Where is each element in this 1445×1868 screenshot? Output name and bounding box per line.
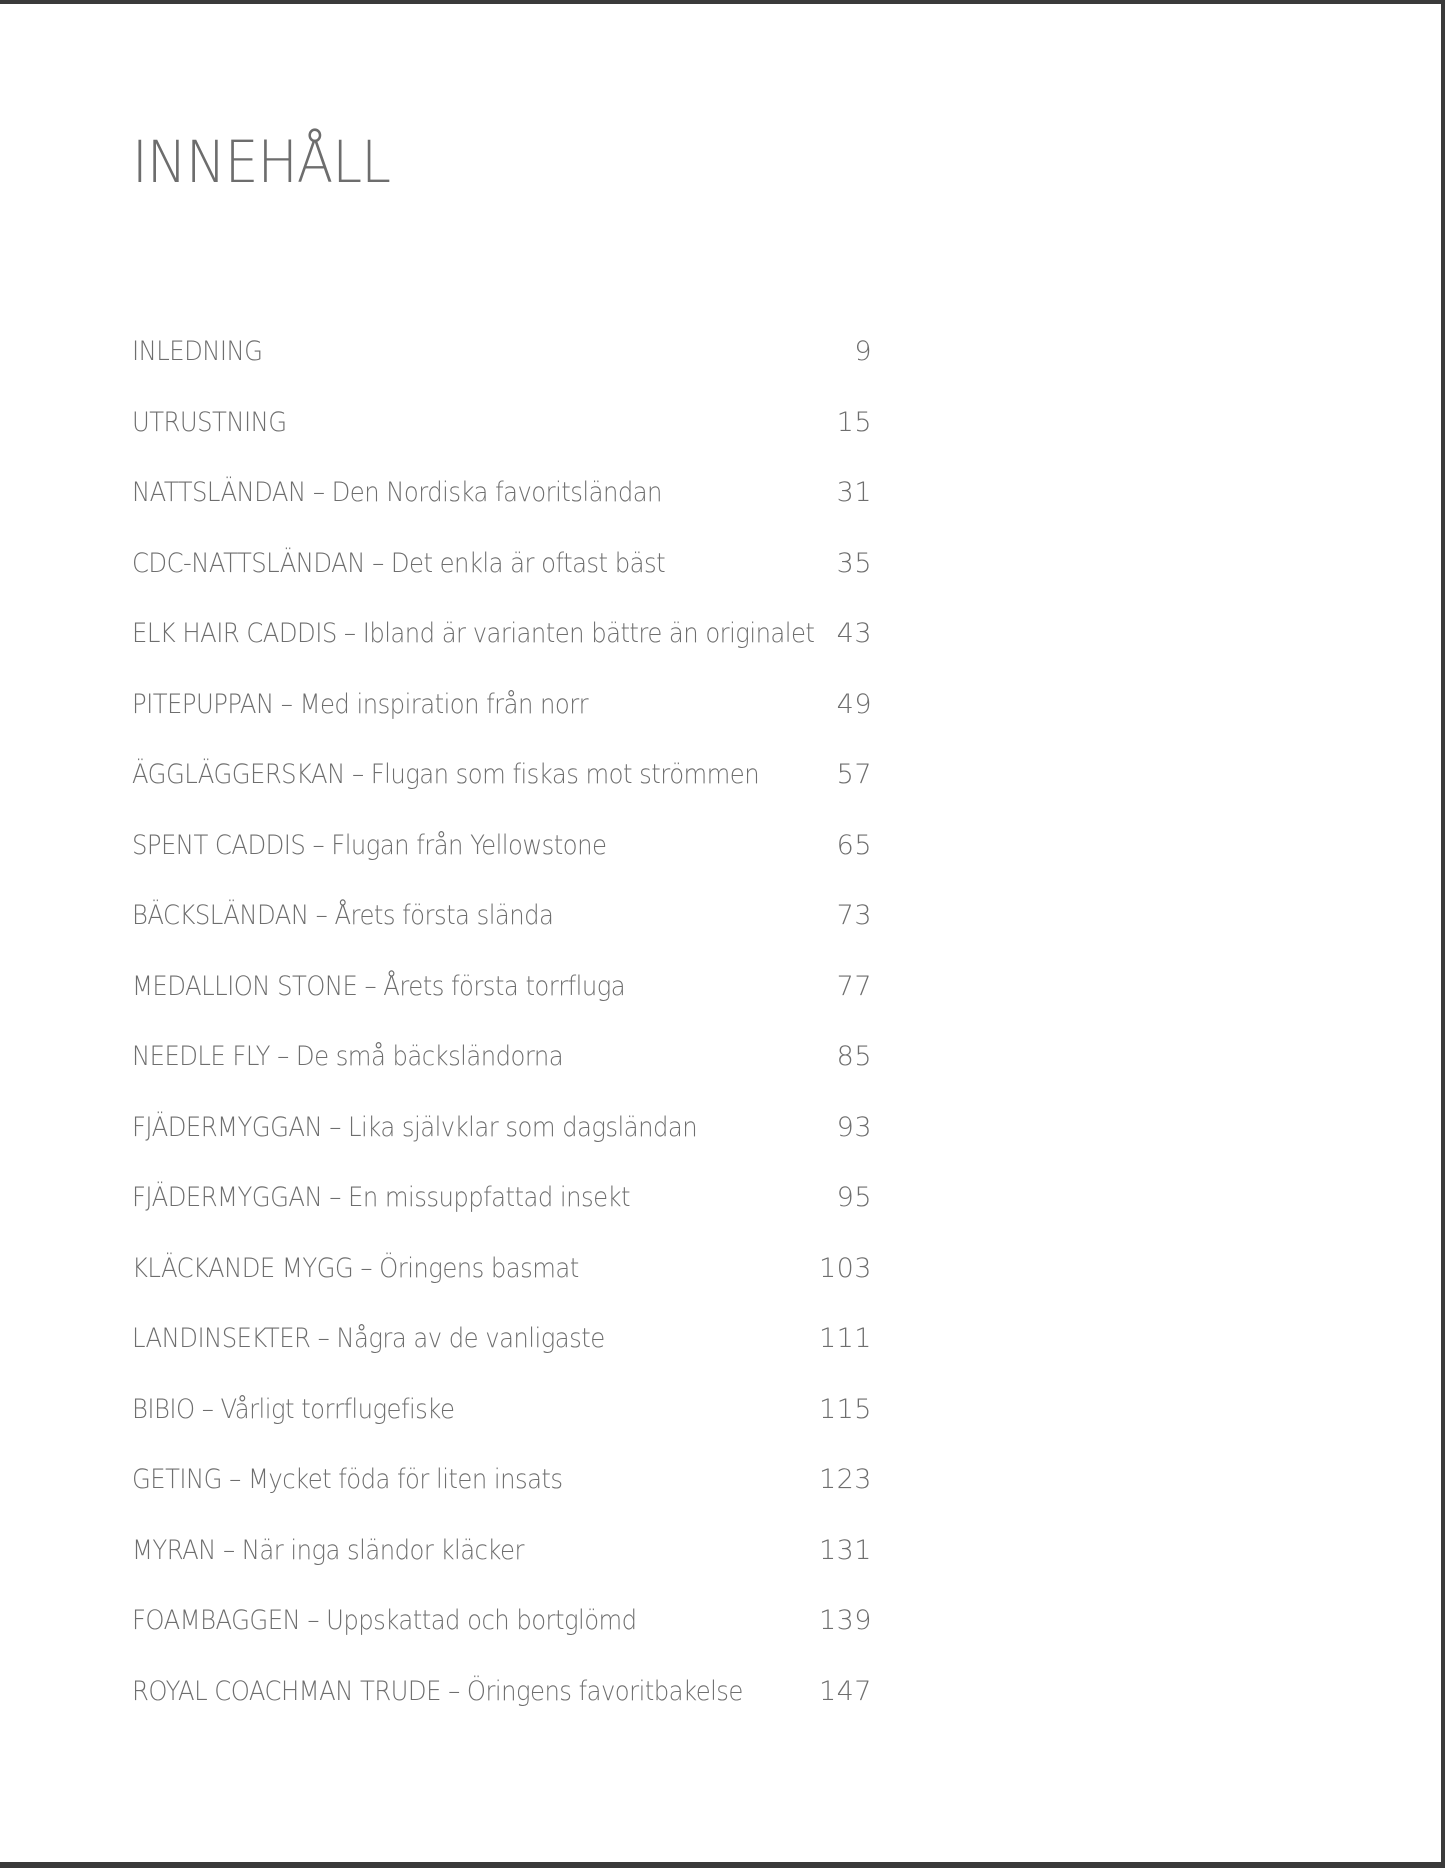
toc-entry	[132, 405, 872, 476]
toc-entry	[132, 475, 872, 546]
toc-entry	[132, 687, 872, 758]
toc-entry	[132, 969, 872, 1040]
toc-entry-title: FJÄDERMYGGAN – En missuppfattad insekt	[132, 1182, 631, 1213]
toc-entry-page: 111	[818, 1323, 872, 1354]
toc-entry-title: ELK HAIR CADDIS – Ibland är varianten bättre än originalet	[132, 618, 815, 649]
toc-entry	[132, 1110, 872, 1181]
toc-entry-title: BÄCKSLÄNDAN – Årets första slända	[132, 900, 554, 931]
toc-entry-title: NEEDLE FLY – De små bäcksländorna	[132, 1041, 564, 1072]
toc-entry-page: 15	[836, 406, 872, 438]
toc-entry-title: GETING – Mycket föda för liten insats	[132, 1464, 563, 1495]
toc-entry-title: MYRAN – När inga sländor kläcker	[132, 1534, 524, 1566]
toc-entry	[132, 1180, 872, 1251]
toc-entry-title: KLÄCKANDE MYGG – Öringens basmat	[132, 1252, 579, 1284]
toc-entry-page: 85	[836, 1041, 872, 1072]
toc-entry-title: MEDALLION STONE – Årets första torrfluga	[132, 970, 626, 1002]
toc-entry-page: 123	[818, 1464, 872, 1495]
toc-entry	[132, 1251, 872, 1322]
toc-entry-page: 95	[836, 1182, 872, 1213]
toc-entry-page: 35	[836, 547, 872, 579]
toc-entry-title: NATTSLÄNDAN – Den Nordiska favoritsländan	[132, 477, 662, 508]
toc-entry-title: UTRUSTNING	[132, 406, 287, 438]
toc-entry	[132, 1039, 872, 1110]
toc-entry-page: 73	[836, 900, 872, 931]
toc-entry-title: SPENT CADDIS – Flugan från Yellowstone	[132, 829, 607, 861]
toc-entry-title: BIBIO – Vårligt torrflugefiske	[132, 1393, 455, 1425]
toc-entry-page: 77	[836, 970, 872, 1002]
toc-entry	[132, 1603, 872, 1674]
toc-entry-title: ÄGGLÄGGERSKAN – Flugan som fiskas mot strömmen	[132, 759, 760, 790]
toc-entry-page: 31	[836, 477, 872, 508]
toc-entry-page: 9	[854, 336, 872, 367]
toc-entry-page: 147	[818, 1675, 872, 1707]
toc-entry-title: LANDINSEKTER – Några av de vanligaste	[132, 1323, 605, 1354]
toc-entry-title: FOAMBAGGEN – Uppskattad och bortglömd	[132, 1605, 637, 1636]
toc-entry-page: 115	[818, 1393, 872, 1425]
page-title: INNEHÅLL	[132, 128, 391, 196]
toc-entry-page: 103	[818, 1252, 872, 1284]
toc-entry-title: CDC-NATTSLÄNDAN – Det enkla är oftast bäst	[132, 547, 666, 579]
toc-entry	[132, 1674, 872, 1745]
toc-entry	[132, 757, 872, 828]
toc-entry	[132, 616, 872, 687]
toc-entry-page: 131	[818, 1534, 872, 1566]
toc-entry	[132, 546, 872, 617]
toc-entry-page: 49	[836, 688, 872, 720]
toc-entry	[132, 1392, 872, 1463]
toc-entry-title: FJÄDERMYGGAN – Lika självklar som dagsländan	[132, 1111, 698, 1143]
toc-entry-title: PITEPUPPAN – Med inspiration från norr	[132, 688, 589, 720]
toc-entry	[132, 1321, 872, 1392]
toc-entry-page: 93	[836, 1111, 872, 1143]
toc-entry	[132, 334, 872, 405]
toc-entry	[132, 828, 872, 899]
table-of-contents	[132, 334, 872, 1744]
toc-entry-title: ROYAL COACHMAN TRUDE – Öringens favoritbakelse	[132, 1675, 743, 1707]
toc-entry	[132, 898, 872, 969]
toc-entry-page: 57	[836, 759, 872, 790]
toc-entry	[132, 1533, 872, 1604]
toc-entry-page: 65	[836, 829, 872, 861]
toc-entry	[132, 1462, 872, 1533]
toc-entry-page: 43	[836, 618, 872, 649]
toc-entry-page: 139	[818, 1605, 872, 1636]
toc-entry-title: INLEDNING	[132, 336, 263, 367]
